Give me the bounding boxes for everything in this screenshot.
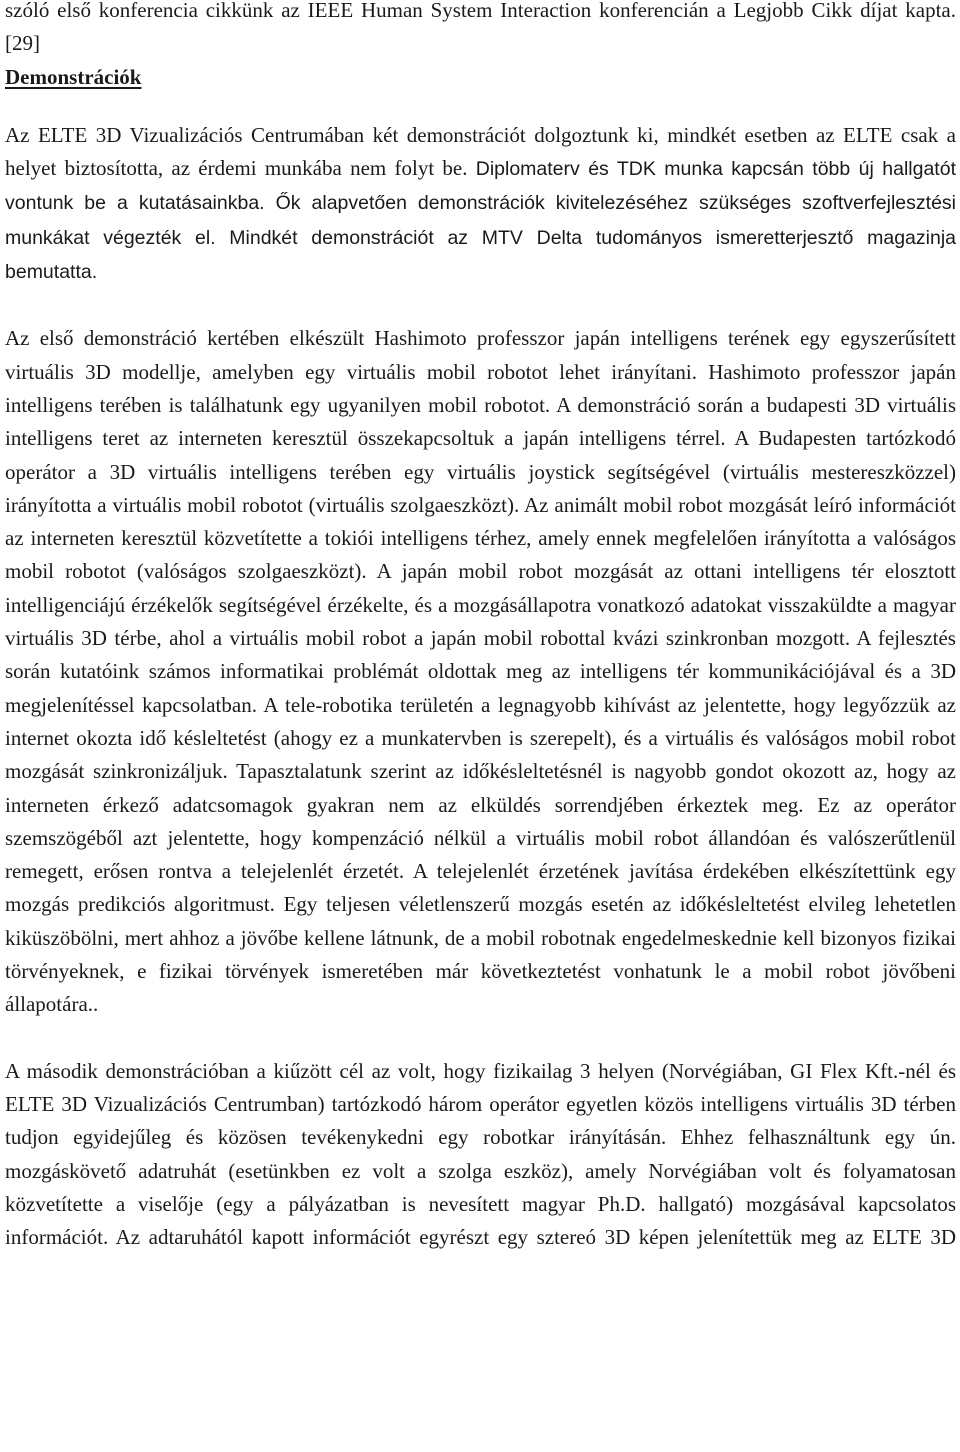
intro-paragraph: [5, 0, 956, 61]
document-page: [5, 0, 956, 1254]
paragraph-2-part-7: A tele-robotika területén a legnagyobb kihívást az jelentette, hogy legyőzzük az internet okozta idő késleltetést (ahogy ez a munkatervben is szerepelt), és a virtuális és valóságos mobil robot mozgását szinkronizáljuk.: [5, 692, 956, 784]
paragraph-3-part-2: Ehhez felhasználtunk egy ún. mozgáskövető adatruhát (esetünkben ez volt a szolga eszköz), amely Norvégiában volt és folyamatosan közvetítette a viselője (egy a pályázatban is nevesített magyar Ph.D. hallgató) mozgásával kapcsolatos információt.: [5, 1125, 956, 1250]
paragraph-3-part-3: Az adtaruhától kapott információt egyrészt egy sztereó 3D képen jelenítettük meg az ELTE 3D: [115, 1225, 956, 1250]
paragraph-2-part-2: A demonstráció során a budapesti 3D virtuális intelligens teret az interneten keresztül összekapcsoltuk a japán intelligens térrel.: [5, 392, 956, 451]
paragraph-2-part-5: A japán mobil robot mozgását az ottani intelligens tér elosztott intelligenciájú érzékelők segítségével érzékelte, és a mozgásállapotra vonatkozó adatokat visszaküldte a magyar virtuális 3D térbe, ahol a virtuális mobil robot a japán mobil robottal kvázi szinkronban mozgott.: [5, 559, 956, 651]
paragraph-1: [5, 119, 956, 289]
paragraph-2-part-3: A Budapesten tartózkodó operátor a 3D virtuális intelligens terében egy virtuális joystick segítségével (virtuális mestereszközzel) irányította a virtuális mobil robotot (virtuális szolgaeszközt).: [5, 426, 956, 517]
paragraph-3-part-1: A második demonstrációban a kiűzött cél az volt, hogy fizikailag 3 helyen (Norvégiában, GI Flex Kft.-nél és ELTE 3D Vizualizációs Centrumban) tartózkodó három operátor egyetlen közös intelligens virtuális 3D térben tudjon egyidejűleg és közösen tevékenykedni egy robotkar irányításán.: [5, 1058, 956, 1150]
paragraph-2-part-4: Az animált mobil robot mozgását leíró információt az interneten keresztül közvetítette a tokiói intelligens térhez, amely ennek megfelelően irányította a valóságos mobil robotot (valóságos szolgaeszközt).: [5, 492, 956, 584]
paragraph-1-part-1: Az ELTE 3D Vizualizációs Centrumában két demonstrációt dolgoztunk ki, mindkét esetben az ELTE csak a helyet biztosította, az érdemi munkába nem folyt be.: [5, 122, 956, 181]
paragraph-2-part-9: A telejelenlét érzetének javítása érdekében elkészítettünk egy mozgás predikciós algoritmust.: [5, 859, 956, 917]
paragraph-1-part-2: Diplomaterv és TDK munka kapcsán több új hallgatót vontunk be a kutatásainkba. Ők alapvetően demonstrációk kivitelezéséhez szükséges szoftverfejlesztési munkákat végezték el. Mindkét demonstrációt az MTV Delta tudományos ismeretterjesztő magazinja bemutatta.: [5, 158, 956, 284]
paragraph-2: [5, 322, 956, 1021]
paragraph-3: [5, 1055, 956, 1255]
paragraph-2-part-1: Az első demonstráció kertében elkészült Hashimoto professzor japán intelligens terének egy egyszerűsített virtuális 3D modellje, amelyben egy virtuális mobil robotot lehet irányítani. Hashimoto professzor japán intelligens terében is találhatunk egy ugyanilyen mobil robotot.: [5, 326, 956, 417]
section-heading: Demonstrációk: [5, 64, 142, 89]
paragraph-2-part-8: Tapasztalatunk szerint az időkésleltetésnél is nagyobb gondot okozott az, hogy az interneten érkező adatcsomagok gyakran nem az elküldés sorrendjében érkeztek meg. Ez az operátor szemszögéből azt jelentette, hogy kompenzáció nélkül a virtuális mobil robot állandóan és valószerűtlenül remegett, erősen rontva a telejelenlét érzetét.: [5, 759, 957, 884]
paragraph-2-part-10: Egy teljesen véletlenszerű mozgás esetén az időkésleltetést elvileg lehetetlen kiküszöbölni, mert ahhoz a jövőbe kellene látnunk, de a mobil robotnak engedelmeskednie kell bizonyos fizikai törvényeknek, e fizikai törvények ismeretében már következtetést vonhatunk le a mobil robot jövőbeni állapotára..: [5, 892, 956, 1017]
paragraph-2-part-6: A fejlesztés során kutatóink számos informatikai problémát oldottak meg az intelligens tér kommunikációjával és a 3D megjelenítéssel kapcsolatban.: [5, 626, 956, 717]
intro-text: szóló első konferencia cikkünk az IEEE Human System Interaction konferencián a Legjobb Cikk díjat kapta. [29]: [5, 0, 956, 56]
